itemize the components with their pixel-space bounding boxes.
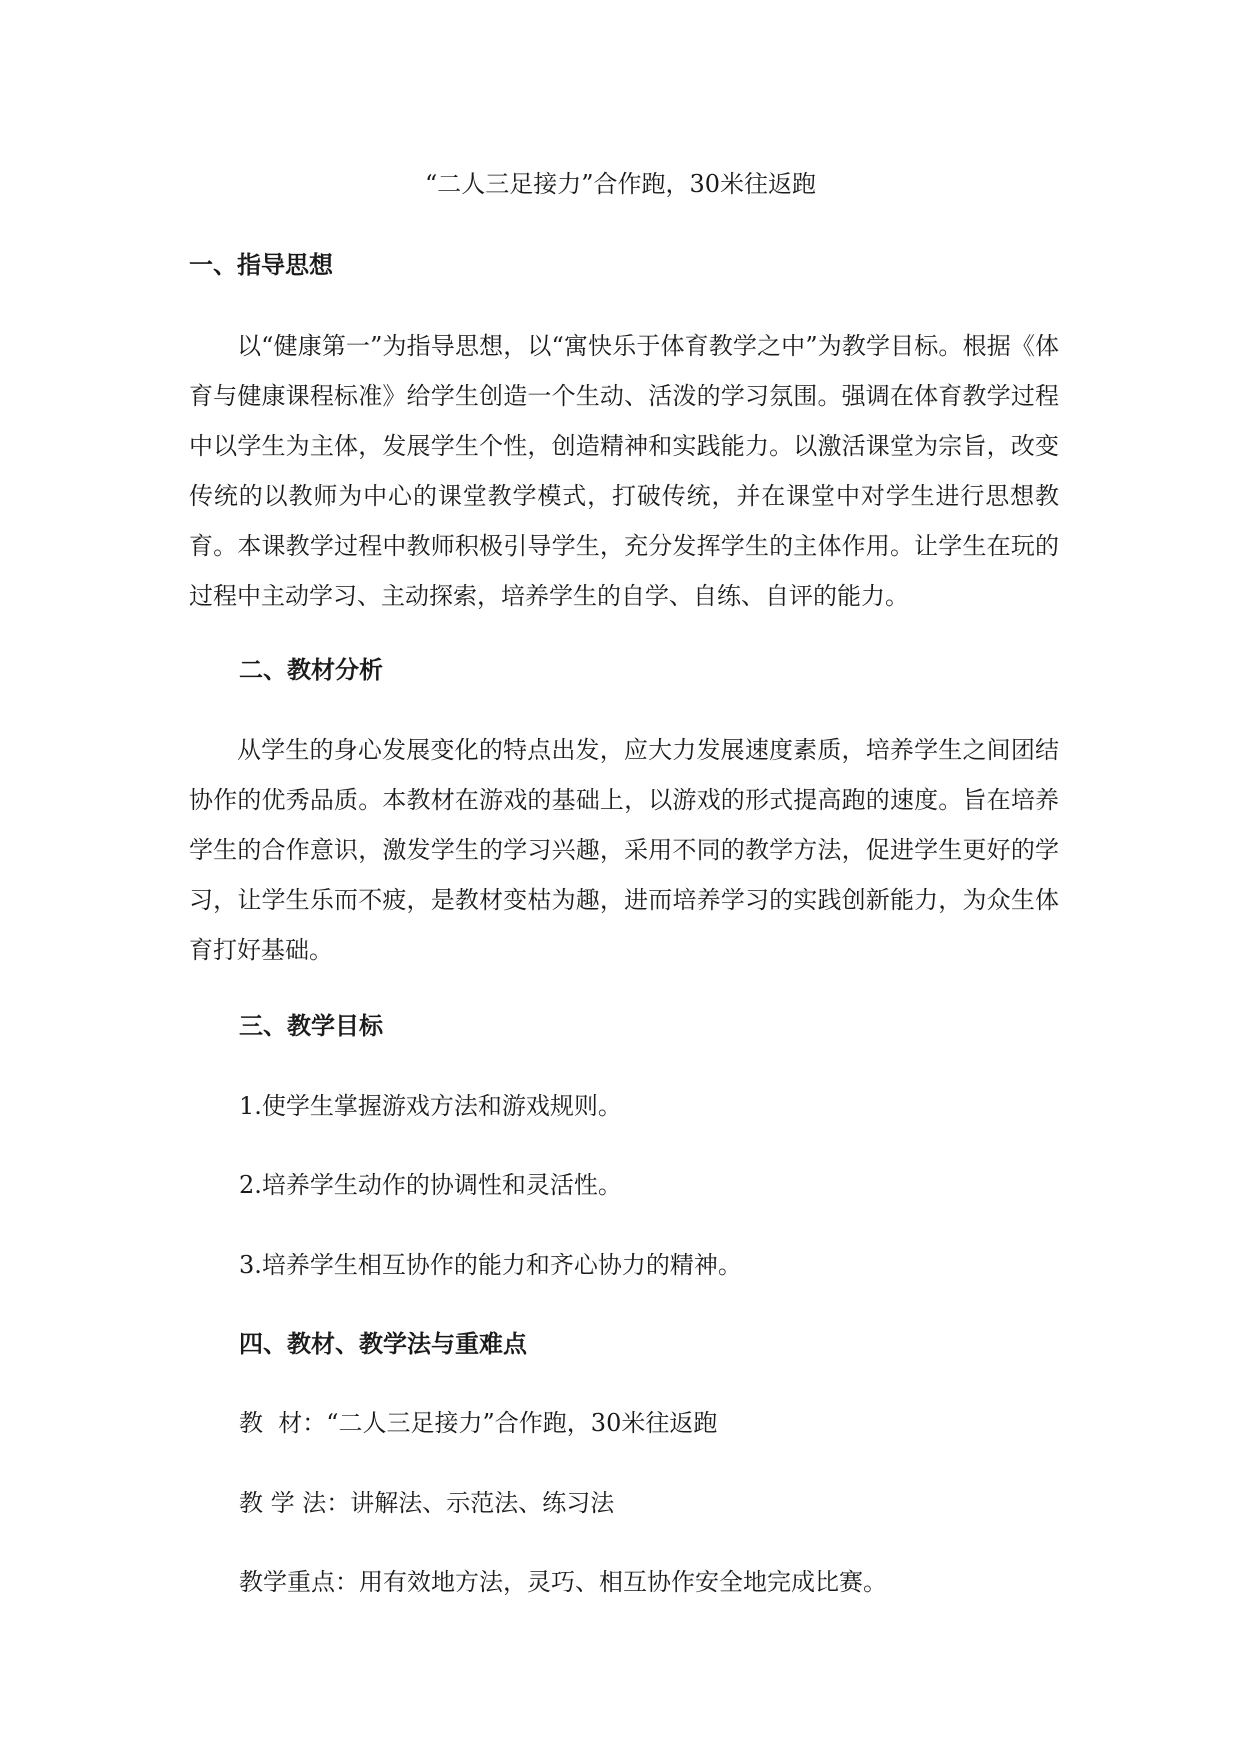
material-line: 教 材：“二人三足接力”合作跑，30米往返跑 xyxy=(239,1409,718,1437)
teaching-focus-line: 教学重点：用有效地方法，灵巧、相互协作安全地完成比赛。 xyxy=(239,1568,887,1596)
section-paragraph-material-analysis: 从学生的身心发展变化的特点出发，应大力发展速度素质，培养学生之间团结协作的优秀品质。本教材在游戏的基础上，以游戏的形式提高跑的速度。旨在培养学生的合作意识，激发学生的学习兴趣，采用不同的教学方法，促进学生更好的学习，让学生乐而不疲，是教材变枯为趣，进而培养学习的实践创新能力，为众生体育打好基础。 xyxy=(189,736,1059,964)
section-heading-guiding-thought: 一、指导思想 xyxy=(189,250,333,279)
document-title: “二人三足接力”合作跑，30米往返跑 xyxy=(424,170,817,198)
section-heading-material-analysis: 二、教材分析 xyxy=(239,655,383,684)
teaching-goal-item-1: 1.使学生掌握游戏方法和游戏规则。 xyxy=(239,1092,622,1120)
section-heading-methods-and-focus: 四、教材、教学法与重难点 xyxy=(239,1329,527,1358)
teaching-method-line: 教 学 法：讲解法、示范法、练习法 xyxy=(239,1489,615,1517)
section-paragraph-guiding-thought: 以“健康第一”为指导思想，以“寓快乐于体育教学之中”为教学目标。根据《体育与健康课程标准》给学生创造一个生动、活泼的学习氛围。强调在体育教学过程中以学生为主体，发展学生个性，创造精神和实践能力。以激活课堂为宗旨，改变传统的以教师为中心的课堂教学模式，打破传统，并在课堂中对学生进行思想教育。本课教学过程中教师积极引导学生，充分发挥学生的主体作用。让学生在玩的过程中主动学习、主动探索，培养学生的自学、自练、自评的能力。 xyxy=(189,332,1059,610)
teaching-goal-item-2: 2.培养学生动作的协调性和灵活性。 xyxy=(239,1171,622,1199)
section-heading-teaching-goals: 三、教学目标 xyxy=(239,1011,383,1040)
teaching-goal-item-3: 3.培养学生相互协作的能力和齐心协力的精神。 xyxy=(239,1251,742,1279)
